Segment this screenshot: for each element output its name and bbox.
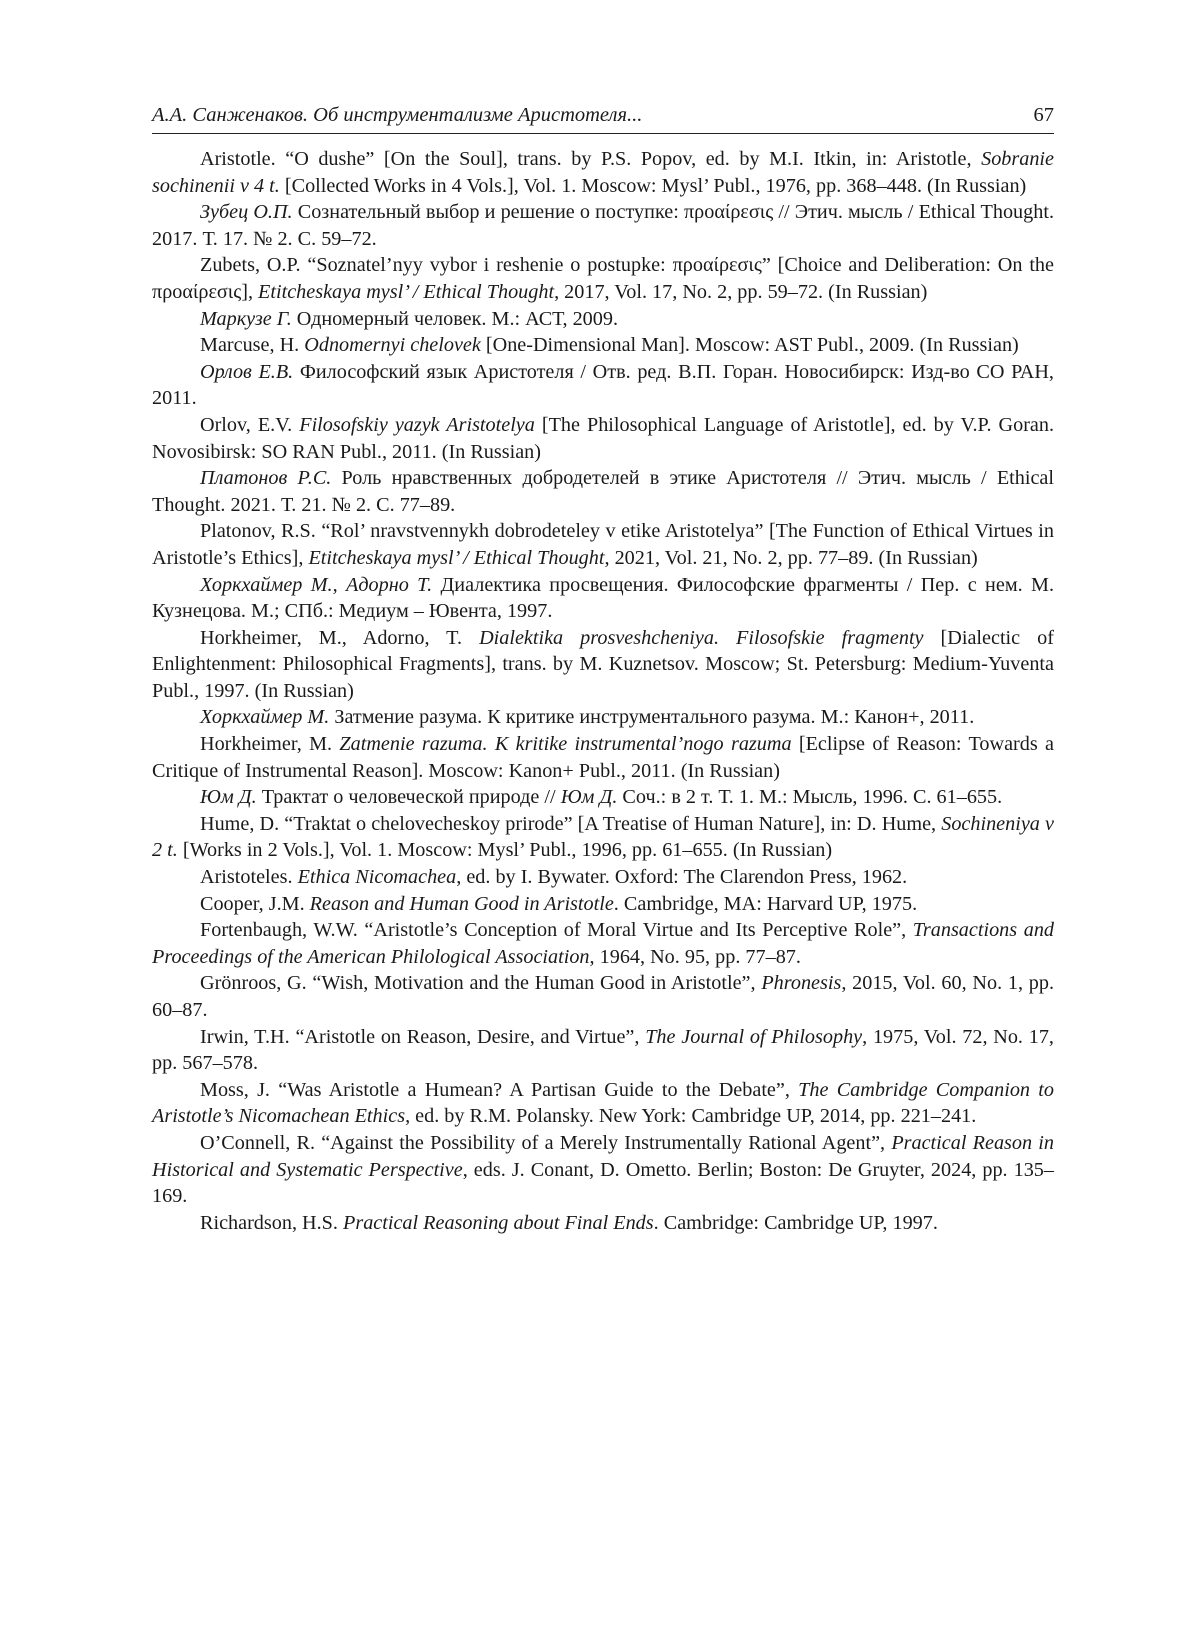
reference-italic-text: Zatmenie razuma. K kritike instrumental’nogo razuma [339,733,792,756]
reference-entry [152,332,1054,359]
reference-italic-text: Transactions and Proceedings of the American Philological Association [152,919,1055,968]
reference-text: Fortenbaugh, W.W. “Aristotle’s Conception of Moral Virtue and Its Perceptive Role”, [200,919,913,942]
reference-text: Irwin, T.H. “Aristotle on Reason, Desire, and Virtue”, [200,1025,646,1048]
reference-italic-text: Practical Reasoning about Final Ends [343,1211,654,1234]
reference-entry [152,891,1054,918]
reference-entry [152,811,1054,864]
reference-entry [152,465,1054,518]
reference-text: [One-Dimensional Man]. Moscow: AST Publ., 2009. (In Russian) [480,334,1019,357]
reference-italic-text: The Cambridge Companion to Aristotle’s Nicomachean Ethics [152,1078,1054,1128]
reference-italic-text: Odnomernyi chelovek [304,334,481,357]
reference-text: . Cambridge: Cambridge UP, 1997. [653,1211,938,1234]
reference-text: Трактат о человеческой природе // [256,786,561,809]
reference-text: , 1964, No. 95, pp. 77–87. [589,945,801,968]
reference-italic-text: Хоркхаймер М. [200,706,330,729]
reference-text: Zubets, O.P. “Soznatel’nyy vybor i reshenie o postupke: προαίρεσις” [Choice and Deliberation: On the προαίρεσις], [152,254,1054,303]
reference-text: Aristoteles. [200,866,298,889]
reference-entry [152,917,1054,970]
reference-italic-text: Etitcheskaya mysl’ / Ethical Thought [308,546,605,569]
reference-text: Роль нравственных добродетелей в этике Аристотеля // Этич. мысль / Ethical Thought. 2021. Т. 21. № 2. С. 77–89. [152,467,1054,516]
reference-italic-text: Юм Д. [560,786,618,809]
reference-entry [152,146,1054,199]
reference-text: , 2017, Vol. 17, No. 2, pp. 59–72. (In Russian) [554,280,928,303]
reference-italic-text: Sochineniya v 2 t. [152,812,1054,862]
reference-italic-text: Filosofskiy yazyk Aristotelya [299,413,535,436]
reference-italic-text: Reason and Human Good in Aristotle [309,892,614,915]
reference-entry [152,1210,1054,1237]
reference-entry [152,784,1054,811]
reference-text: [Collected Works in 4 Vols.], Vol. 1. Moscow: Mysl’ Publ., 1976, pp. 368–448. (In Russian) [279,174,1027,197]
reference-entry [152,1130,1054,1210]
reference-entry [152,199,1054,252]
reference-text: Platonov, R.S. “Rol’ nravstvennykh dobrodeteley v etike Aristotelya” [The Function of Ethical Virtues in Aristotle’s Ethics], [152,520,1054,569]
reference-text: [Dialectic of Enlightenment: Philosophical Fragments], trans. by M. Kuznetsov. Moscow; St. Petersburg: Medium-Yuventa Publ., 1997. (In Russian) [152,626,1054,702]
reference-italic-text: Practical Reason in Historical and Systematic Perspective [152,1131,1055,1181]
reference-entry [152,970,1054,1023]
reference-text: Richardson, H.S. [200,1211,343,1234]
reference-text: Moss, J. “Was Aristotle a Humean? A Partisan Guide to the Debate”, [200,1078,799,1101]
reference-entry [152,572,1054,625]
reference-text: Hume, D. “Traktat o chelovecheskoy prirode” [A Treatise of Human Nature], in: D. Hume, [200,812,942,835]
reference-text: Orlov, E.V. [200,413,300,436]
reference-text: , 1975, Vol. 72, No. 17, pp. 567–578. [152,1025,1054,1075]
reference-text: , ed. by R.M. Polansky. New York: Cambridge UP, 2014, pp. 221–241. [405,1105,977,1128]
reference-text: Marcuse, H. [200,334,305,357]
reference-text: O’Connell, R. “Against the Possibility of a Merely Instrumentally Rational Agent”, [200,1131,892,1154]
reference-italic-text: Ethica Nicomachea [297,866,457,889]
reference-text: , ed. by I. Bywater. Oxford: The Clarendon Press, 1962. [456,866,908,889]
reference-entry [152,625,1054,705]
reference-entry [152,306,1054,333]
reference-text: Cooper, J.M. [200,892,310,915]
running-title: А.А. Санженаков. Об инструментализме Аристотеля... [152,104,643,126]
reference-italic-text: Маркузе Г. [200,307,292,330]
reference-text: Одномерный человек. М.: АСТ, 2009. [291,307,619,330]
reference-entry [152,731,1054,784]
reference-text: , eds. J. Conant, D. Ometto. Berlin; Boston: De Gruyter, 2024, pp. 135–169. [152,1158,1054,1208]
reference-entry [152,359,1054,412]
reference-text: [The Philosophical Language of Aristotle], ed. by V.P. Goran. Novosibirsk: SO RAN Publ., 2011. (In Russian) [152,413,1055,463]
reference-italic-text: Зубец О.П. [200,201,293,224]
reference-entry [152,412,1054,465]
reference-text: Aristotle. “O dushe” [On the Soul], trans. by P.S. Popov, ed. by M.I. Itkin, in: Aristotle, [200,148,982,170]
reference-text: [Eclipse of Reason: Towards a Critique of Instrumental Reason]. Moscow: Kanon+ Publ., 2011. (In Russian) [152,733,1054,782]
reference-text: Диалектика просвещения. Философские фрагменты / Пер. с нем. М. Кузнецова. М.; СПб.: Медиум – Ювента, 1997. [152,573,1054,623]
reference-italic-text: Phronesis [761,972,842,995]
reference-text: Horkheimer, M., Adorno, T. [200,626,480,649]
reference-italic-text: Dialektika prosveshcheniya. Filosofskie fragmenty [479,626,924,649]
reference-entry [152,1024,1054,1077]
reference-list [152,146,1054,1236]
reference-italic-text: Хоркхаймер М., Адорно Т. [200,573,433,596]
reference-text: Затмение разума. К критике инструментального разума. М.: Канон+, 2011. [329,706,975,729]
reference-text: . Cambridge, MA: Harvard UP, 1975. [613,892,918,915]
reference-italic-text: Sobranie sochinenii v 4 t. [152,148,1054,197]
reference-text: Horkheimer, M. [200,733,340,756]
page [152,104,1054,1236]
running-header [152,104,1054,134]
reference-entry [152,518,1054,571]
reference-entry [152,704,1054,731]
reference-italic-text: Орлов Е.В. [200,360,294,383]
reference-entry [152,252,1054,305]
reference-italic-text: Юм Д. [200,786,257,809]
page-number: 67 [1033,104,1054,126]
reference-text: Grönroos, G. “Wish, Motivation and the Human Good in Aristotle”, [200,972,762,995]
reference-text: Сознательный выбор и решение о поступке: προαίρεσις // Этич. мысль / Ethical Thought. 2017. Т. 17. № 2. С. 59–72. [152,201,1054,250]
reference-entry [152,864,1054,891]
reference-italic-text: Etitcheskaya mysl’ / Ethical Thought [258,280,555,303]
reference-text: , 2021, Vol. 21, No. 2, pp. 77–89. (In Russian) [604,546,978,569]
reference-italic-text: The Journal of Philosophy [645,1025,863,1048]
reference-italic-text: Платонов Р.С. [200,467,332,490]
reference-text: , 2015, Vol. 60, No. 1, pp. 60–87. [152,972,1054,1021]
reference-text: [Works in 2 Vols.], Vol. 1. Moscow: Mysl’ Publ., 1996, pp. 61–655. (In Russian) [177,839,833,862]
reference-entry [152,1077,1054,1130]
reference-text: Соч.: в 2 т. Т. 1. М.: Мысль, 1996. С. 61–655. [617,786,1003,809]
reference-text: Философский язык Аристотеля / Отв. ред. В.П. Горан. Новосибирск: Изд-во СО РАН, 2011. [152,360,1054,410]
